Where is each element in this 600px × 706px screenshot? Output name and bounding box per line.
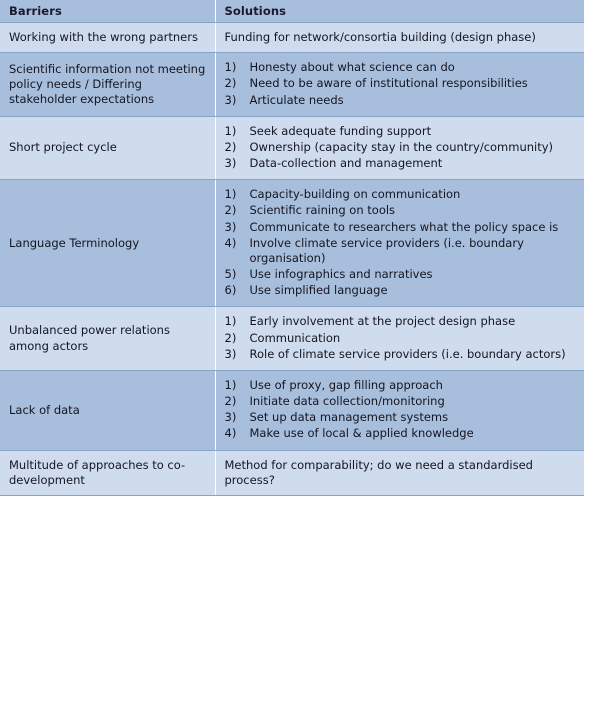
solutions-cell bbox=[215, 23, 584, 53]
solution-item: Capacity-building on communication bbox=[249, 187, 461, 202]
solution-item: Communicate to researchers what the policy space is bbox=[249, 219, 559, 234]
solution-item: Articulate needs bbox=[249, 92, 344, 107]
table-header bbox=[0, 0, 584, 23]
solution-item: Communication bbox=[249, 330, 341, 345]
solutions-list bbox=[225, 60, 576, 108]
solutions-cell bbox=[215, 116, 584, 180]
solution-item: Make use of local & applied knowledge bbox=[249, 426, 474, 441]
column-header-solutions: Solutions bbox=[215, 0, 584, 23]
solution-item: Use of proxy, gap filling approach bbox=[249, 377, 443, 392]
header-row bbox=[0, 0, 584, 23]
solutions-list bbox=[225, 187, 576, 298]
barrier-cell: Working with the wrong partners bbox=[0, 23, 215, 53]
solution-item: Use simplified language bbox=[249, 283, 388, 298]
solutions-list bbox=[225, 314, 576, 362]
solution-item: Set up data management systems bbox=[249, 410, 449, 425]
barrier-cell: Language Terminology bbox=[0, 180, 215, 307]
solution-item: Initiate data collection/monitoring bbox=[249, 394, 445, 409]
solution-item: Use infographics and narratives bbox=[249, 267, 433, 282]
solutions-list bbox=[225, 124, 576, 172]
solution-item: Involve climate service providers (i.e. boundary organisation) bbox=[249, 235, 524, 265]
column-header-barriers: Barriers bbox=[0, 0, 215, 23]
solution-text: Method for comparability; do we need a standardised process? bbox=[224, 457, 533, 487]
table-row bbox=[0, 116, 584, 180]
table-row bbox=[0, 23, 584, 53]
solution-item: Honesty about what science can do bbox=[249, 60, 455, 75]
barrier-cell: Short project cycle bbox=[0, 116, 215, 180]
solutions-cell bbox=[215, 307, 584, 371]
solutions-cell bbox=[215, 450, 584, 495]
solution-item: Seek adequate funding support bbox=[249, 123, 432, 138]
table-row bbox=[0, 370, 584, 450]
table-row bbox=[0, 180, 584, 307]
table-body bbox=[0, 23, 584, 496]
barrier-cell: Scientific information not meeting policy needs / Differing stakeholder expectations bbox=[0, 53, 215, 117]
solutions-cell bbox=[215, 180, 584, 307]
solution-item: Role of climate service providers (i.e. boundary actors) bbox=[249, 346, 566, 361]
solutions-cell bbox=[215, 53, 584, 117]
solutions-list bbox=[225, 378, 576, 442]
table-row bbox=[0, 53, 584, 117]
solution-item: Early involvement at the project design phase bbox=[249, 314, 516, 329]
barrier-cell: Unbalanced power relations among actors bbox=[0, 307, 215, 371]
barrier-cell: Multitude of approaches to co-development bbox=[0, 450, 215, 495]
solution-item: Need to be aware of institutional responsibilities bbox=[249, 76, 528, 91]
solution-item: Data-collection and management bbox=[249, 156, 443, 171]
solution-text: Funding for network/consortia building (design phase) bbox=[224, 30, 536, 44]
solutions-cell bbox=[215, 370, 584, 450]
solution-item: Ownership (capacity stay in the country/community) bbox=[249, 139, 554, 154]
table-row bbox=[0, 307, 584, 371]
solution-item: Scientific raining on tools bbox=[249, 203, 396, 218]
table-row bbox=[0, 450, 584, 495]
barrier-cell: Lack of data bbox=[0, 370, 215, 450]
